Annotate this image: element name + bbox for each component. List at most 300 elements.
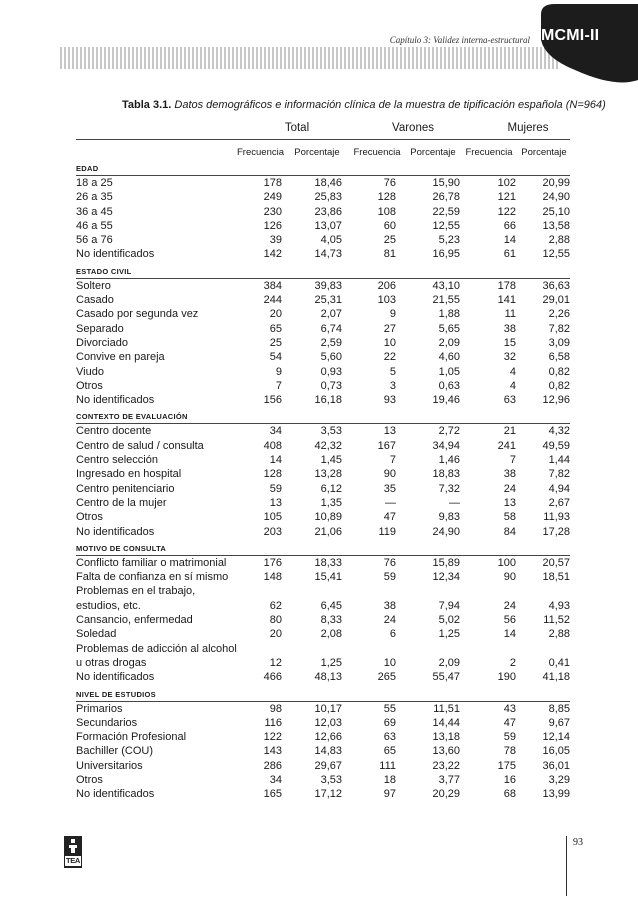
cell-value: 12,55: [432, 219, 460, 232]
row-label: No identificados: [76, 788, 155, 801]
cell-value: 10,17: [314, 702, 342, 715]
cell-value: 2,09: [438, 656, 460, 669]
cell-value: 5,23: [438, 234, 460, 247]
cell-value: 13,18: [432, 731, 460, 744]
row-label: Secundarios: [76, 716, 138, 729]
cell-value: 190: [497, 671, 516, 684]
cell-value: 38: [503, 322, 516, 335]
cell-value: 23,22: [432, 759, 460, 772]
cell-value: 21,06: [314, 525, 342, 538]
subheader-frecuencia: Frecuencia: [465, 147, 513, 158]
cell-value: 2,72: [438, 425, 460, 438]
row-label: Formación Profesional: [76, 731, 187, 744]
table-section: [76, 162, 570, 265]
cell-value: 0,63: [438, 379, 460, 392]
cell-value: 34,94: [432, 439, 460, 452]
cell-value: 24,90: [432, 525, 460, 538]
cell-value: 12,34: [432, 571, 460, 584]
cell-value: 24,90: [542, 191, 570, 204]
cell-value: 148: [263, 571, 282, 584]
cell-value: 54: [269, 351, 282, 364]
cell-value: 4: [509, 379, 516, 392]
cell-value: 26,78: [432, 191, 460, 204]
cell-value: 116: [264, 716, 282, 729]
section-title: EDAD: [76, 162, 570, 176]
cell-value: 23,86: [314, 205, 342, 218]
cell-value: 58: [503, 511, 516, 524]
caption-label: Tabla 3.1.: [122, 99, 172, 111]
cell-value: 6: [389, 628, 396, 641]
cell-value: 3,09: [548, 336, 570, 349]
cell-value: 68: [503, 788, 516, 801]
header-rule: [76, 139, 570, 140]
table-row: [76, 424, 570, 438]
cell-value: 18,46: [314, 177, 342, 189]
cell-value: 12,03: [314, 716, 342, 729]
cell-value: 81: [383, 248, 396, 261]
cell-value: 36,01: [542, 759, 570, 772]
cell-value: 16,95: [432, 248, 460, 261]
cell-value: 21: [503, 425, 516, 438]
cell-value: 21,55: [432, 294, 460, 307]
cell-value: 230: [263, 205, 282, 218]
section-title: CONTEXTO DE EVALUACIÓN: [76, 410, 570, 424]
table-body: [76, 162, 570, 802]
cell-value: 42,32: [314, 439, 342, 452]
cell-value: 16,05: [542, 745, 570, 758]
cell-value: 25: [269, 336, 282, 349]
cell-value: 22: [383, 351, 396, 364]
cell-value: 7,94: [438, 599, 460, 612]
running-title: Capítulo 3: Validez interna-estructural: [389, 35, 530, 45]
table-section: [76, 542, 570, 688]
row-label: Cansancio, enfermedad: [76, 614, 193, 627]
cell-value: 32: [503, 351, 516, 364]
row-label: Soledad: [76, 628, 117, 641]
cell-value: 3,53: [320, 773, 342, 786]
section-title: NIVEL DE ESTUDIOS: [76, 688, 570, 702]
cell-value: 7: [275, 379, 282, 392]
table-row: [76, 322, 570, 336]
cell-value: 206: [377, 279, 396, 292]
cell-value: 2,88: [548, 234, 570, 247]
cell-value: 35: [383, 482, 396, 495]
cell-value: 286: [263, 759, 282, 772]
cell-value: 12,66: [314, 731, 342, 744]
row-label: estudios, etc.: [76, 599, 141, 612]
row-label: Centro penitenciario: [76, 482, 175, 495]
table-row: [76, 613, 570, 627]
cell-value: 20,99: [542, 177, 570, 189]
cell-value: 8,33: [320, 614, 342, 627]
table-row: [76, 205, 570, 219]
cell-value: 65: [383, 745, 396, 758]
cell-value: 14,73: [314, 248, 342, 261]
cell-value: 102: [497, 177, 516, 189]
cell-value: 0,41: [548, 656, 570, 669]
cell-value: 13,07: [314, 219, 342, 232]
row-label: Casado: [76, 294, 114, 307]
table-row: [76, 787, 570, 801]
cell-value: 24: [503, 482, 516, 495]
row-label: 18 a 25: [76, 177, 113, 189]
cell-value: 165: [263, 788, 282, 801]
cell-value: 49,59: [542, 439, 570, 452]
row-label: Convive en pareja: [76, 351, 165, 364]
cell-value: 20,57: [542, 556, 570, 569]
cell-value: 15: [503, 336, 516, 349]
cell-value: 55: [383, 702, 396, 715]
cell-value: 13: [503, 496, 516, 509]
cell-value: 2,07: [320, 308, 342, 321]
row-label: Casado por segunda vez: [76, 308, 199, 321]
table-row: [76, 453, 570, 467]
cell-value: 18,83: [432, 468, 460, 481]
table-row: [76, 627, 570, 641]
cell-value: 5,60: [320, 351, 342, 364]
cell-value: 241: [497, 439, 516, 452]
cell-value: 66: [503, 219, 516, 232]
cell-value: 5,02: [438, 614, 460, 627]
cell-value: 17,28: [542, 525, 570, 538]
cell-value: 3: [389, 379, 396, 392]
cell-value: 24: [383, 614, 396, 627]
cell-value: 61: [503, 248, 516, 261]
cell-value: 0,93: [320, 365, 342, 378]
cell-value: 27: [383, 322, 396, 335]
cell-value: 18,33: [314, 556, 342, 569]
cell-value: 167: [377, 439, 396, 452]
cell-value: 13,58: [542, 219, 570, 232]
cell-value: 17,12: [314, 788, 342, 801]
table-row: [76, 190, 570, 204]
cell-value: 7,82: [548, 468, 570, 481]
cell-value: 178: [263, 177, 282, 189]
cell-value: 65: [269, 322, 282, 335]
cell-value: 63: [503, 394, 516, 407]
row-label: No identificados: [76, 525, 155, 538]
cell-value: 7: [389, 454, 396, 467]
cell-value: 4,32: [548, 425, 570, 438]
cell-value: 12: [269, 656, 282, 669]
cell-value: 4,05: [320, 234, 342, 247]
table-caption: [122, 99, 606, 111]
table-row: [76, 656, 570, 670]
row-label: Separado: [76, 322, 124, 335]
cell-value: 0,73: [320, 379, 342, 392]
cell-value: 38: [383, 599, 396, 612]
cell-value: 14,44: [432, 716, 460, 729]
cell-value: 90: [383, 468, 396, 481]
cell-value: 122: [263, 731, 282, 744]
row-label: Centro docente: [76, 425, 152, 438]
cell-value: 76: [383, 556, 396, 569]
table-row: [76, 510, 570, 524]
cell-value: 59: [383, 571, 396, 584]
cell-value: 56: [503, 614, 516, 627]
table-row: [76, 279, 570, 293]
cell-value: 84: [503, 525, 516, 538]
cell-value: 14: [503, 628, 516, 641]
cell-value: 178: [497, 279, 516, 292]
cell-value: 20: [269, 628, 282, 641]
cell-value: 43: [503, 702, 516, 715]
row-label: Centro de la mujer: [76, 496, 167, 509]
cell-value: 1,25: [320, 656, 342, 669]
row-label: Otros: [76, 773, 103, 786]
table-row: [76, 496, 570, 510]
cell-value: 6,12: [320, 482, 342, 495]
cell-value: 38: [503, 468, 516, 481]
cell-value: 98: [269, 702, 282, 715]
table-row: [76, 482, 570, 496]
cell-value: 105: [263, 511, 282, 524]
cell-value: 59: [269, 482, 282, 495]
row-label: No identificados: [76, 394, 155, 407]
section-title: MOTIVO DE CONSULTA: [76, 542, 570, 556]
cell-value: 14: [503, 234, 516, 247]
cell-value: 25,83: [314, 191, 342, 204]
cell-value: 100: [497, 556, 516, 569]
row-label: Viudo: [76, 365, 104, 378]
cell-value: 76: [383, 177, 396, 189]
cell-value: 20,29: [432, 788, 460, 801]
row-label: Ingresado en hospital: [76, 468, 182, 481]
cell-value: 9,83: [438, 511, 460, 524]
row-label: Primarios: [76, 702, 123, 715]
row-label: 36 a 45: [76, 205, 113, 218]
cell-value: 15,89: [432, 556, 460, 569]
cell-value: 13,60: [432, 745, 460, 758]
cell-value: 1,46: [438, 454, 460, 467]
cell-value: 12,14: [542, 731, 570, 744]
table-row: [76, 467, 570, 481]
cell-value: 11,93: [543, 511, 570, 524]
table-section: [76, 688, 570, 802]
subheader-frecuencia: Frecuencia: [353, 147, 401, 158]
cell-value: 47: [503, 716, 516, 729]
cell-value: 93: [383, 394, 396, 407]
cell-value: 19,46: [432, 394, 460, 407]
badge-label: MCMI-II: [541, 27, 600, 44]
cell-value: 3,29: [548, 773, 570, 786]
cell-value: 15,90: [432, 177, 460, 189]
cell-value: 126: [263, 219, 282, 232]
cell-value: 7,82: [548, 322, 570, 335]
table-row: [76, 247, 570, 261]
row-label: Bachiller (COU): [76, 745, 154, 758]
cell-value: 16: [503, 773, 516, 786]
cell-value: 62: [269, 599, 282, 612]
cell-value: 108: [377, 205, 396, 218]
cell-value: —: [385, 496, 396, 509]
table-row: [76, 439, 570, 453]
cell-value: 10,89: [314, 511, 342, 524]
table-row: [76, 670, 570, 684]
cell-value: 244: [263, 294, 282, 307]
group-header-mujeres: Mujeres: [507, 122, 549, 134]
cell-value: 111: [379, 759, 396, 772]
row-label: Universitarios: [76, 759, 143, 772]
cell-value: 4,60: [438, 351, 460, 364]
cell-value: 6,74: [320, 322, 342, 335]
cell-value: 16,18: [314, 394, 342, 407]
table-row: [76, 773, 570, 787]
cell-value: 22,59: [432, 205, 460, 218]
cell-value: 1,44: [548, 454, 570, 467]
cell-value: 9,67: [548, 716, 570, 729]
cell-value: —: [449, 496, 460, 509]
cell-value: 176: [263, 556, 282, 569]
group-header-total: Total: [284, 122, 310, 134]
cell-value: 156: [263, 394, 282, 407]
dotted-header-band: [60, 47, 560, 69]
cell-value: 90: [503, 571, 516, 584]
cell-value: 5,65: [438, 322, 460, 335]
cell-value: 13: [269, 496, 282, 509]
cell-value: 18,51: [542, 571, 570, 584]
row-label: Soltero: [76, 279, 111, 292]
row-label: Otros: [76, 379, 103, 392]
cell-value: 9: [275, 365, 282, 378]
cell-value: 265: [377, 671, 396, 684]
table-row: [76, 584, 570, 598]
cell-value: 9: [389, 308, 396, 321]
cell-value: 80: [269, 614, 282, 627]
cell-value: 7: [509, 454, 516, 467]
row-label: Divorciado: [76, 336, 128, 349]
cell-value: 14: [269, 454, 282, 467]
table-row: [76, 570, 570, 584]
cell-value: 12,96: [542, 394, 570, 407]
table-row: [76, 219, 570, 233]
cell-value: 25,31: [314, 294, 342, 307]
row-label: Problemas de adicción al alcohol: [76, 642, 237, 655]
cell-value: 11,51: [433, 702, 460, 715]
cell-value: 18: [383, 773, 396, 786]
cell-value: 1,88: [438, 308, 460, 321]
cell-value: 4,94: [548, 482, 570, 495]
row-label: Centro de salud / consulta: [76, 439, 204, 452]
cell-value: 103: [377, 294, 396, 307]
row-label: u otras drogas: [76, 656, 147, 669]
table-row: [76, 393, 570, 407]
cell-value: 34: [269, 425, 282, 438]
cell-value: 2,88: [548, 628, 570, 641]
cell-value: 2,09: [438, 336, 460, 349]
tea-logo: [64, 836, 82, 873]
row-label: No identificados: [76, 671, 155, 684]
cell-value: 8,85: [548, 702, 570, 715]
cell-value: 0,82: [548, 365, 570, 378]
cell-value: 2,08: [320, 628, 342, 641]
cell-value: 59: [503, 731, 516, 744]
cell-value: 4: [509, 365, 516, 378]
table-row: [76, 293, 570, 307]
cell-value: 12,55: [542, 248, 570, 261]
cell-value: 10: [383, 656, 396, 669]
table-section: [76, 265, 570, 411]
cell-value: 2: [509, 656, 516, 669]
cell-value: 121: [497, 191, 516, 204]
cell-value: 47: [383, 511, 396, 524]
table-row: [76, 350, 570, 364]
cell-value: 6,45: [320, 599, 342, 612]
cell-value: 1,05: [438, 365, 460, 378]
caption-text: Datos demográficos e información clínica de la muestra de tipificación española (N=964): [174, 99, 606, 111]
cell-value: 4,93: [548, 599, 570, 612]
cell-value: 128: [377, 191, 396, 204]
table-row: [76, 599, 570, 613]
row-label: Falta de confianza en sí mismo: [76, 571, 229, 584]
cell-value: 2,59: [320, 336, 342, 349]
cell-value: 43,10: [432, 279, 460, 292]
cell-value: 128: [263, 468, 282, 481]
row-label: Conflicto familiar o matrimonial: [76, 556, 227, 569]
table-row: [76, 744, 570, 758]
cell-value: 6,58: [548, 351, 570, 364]
table-section: [76, 410, 570, 541]
cell-value: 39,83: [314, 279, 342, 292]
cell-value: 175: [497, 759, 516, 772]
cell-value: 3,77: [438, 773, 460, 786]
cell-value: 39: [269, 234, 282, 247]
table-row: [76, 730, 570, 744]
cell-value: 7,32: [438, 482, 460, 495]
table-row: [76, 525, 570, 539]
cell-value: 3,53: [320, 425, 342, 438]
row-label: 46 a 55: [76, 219, 113, 232]
cell-value: 10: [383, 336, 396, 349]
cell-value: 20: [269, 308, 282, 321]
cell-value: 249: [263, 191, 282, 204]
cell-value: 141: [497, 294, 516, 307]
subheader-frecuencia: Frecuencia: [237, 147, 284, 158]
table-row: [76, 365, 570, 379]
table-row: [76, 233, 570, 247]
cell-value: 48,13: [314, 671, 342, 684]
table-row: [76, 336, 570, 350]
table-row: [76, 556, 570, 570]
cell-value: 78: [503, 745, 516, 758]
cell-value: 29,67: [314, 759, 342, 772]
cell-value: 14,83: [314, 745, 342, 758]
row-label: 56 a 76: [76, 234, 113, 247]
table-row: [76, 716, 570, 730]
cell-value: 119: [378, 525, 396, 538]
table-row: [76, 702, 570, 716]
cell-value: 2,26: [548, 308, 570, 321]
cell-value: 13: [383, 425, 396, 438]
cell-value: 384: [263, 279, 282, 292]
cell-value: 97: [383, 788, 396, 801]
cell-value: 55,47: [432, 671, 460, 684]
cell-value: 24: [503, 599, 516, 612]
table-row: [76, 759, 570, 773]
row-label: Problemas en el trabajo,: [76, 585, 196, 598]
subheader-porcentaje: Porcentaje: [410, 147, 456, 158]
group-header-varones: Varones: [392, 122, 434, 134]
subheader-porcentaje: Porcentaje: [521, 147, 567, 158]
row-label: Otros: [76, 511, 103, 524]
cell-value: 25,10: [542, 205, 570, 218]
cell-value: 466: [263, 671, 282, 684]
cell-value: 29,01: [542, 294, 570, 307]
row-label: 26 a 35: [76, 191, 113, 204]
cell-value: 13,28: [314, 468, 342, 481]
cell-value: 1,25: [438, 628, 460, 641]
table-row: [76, 307, 570, 321]
